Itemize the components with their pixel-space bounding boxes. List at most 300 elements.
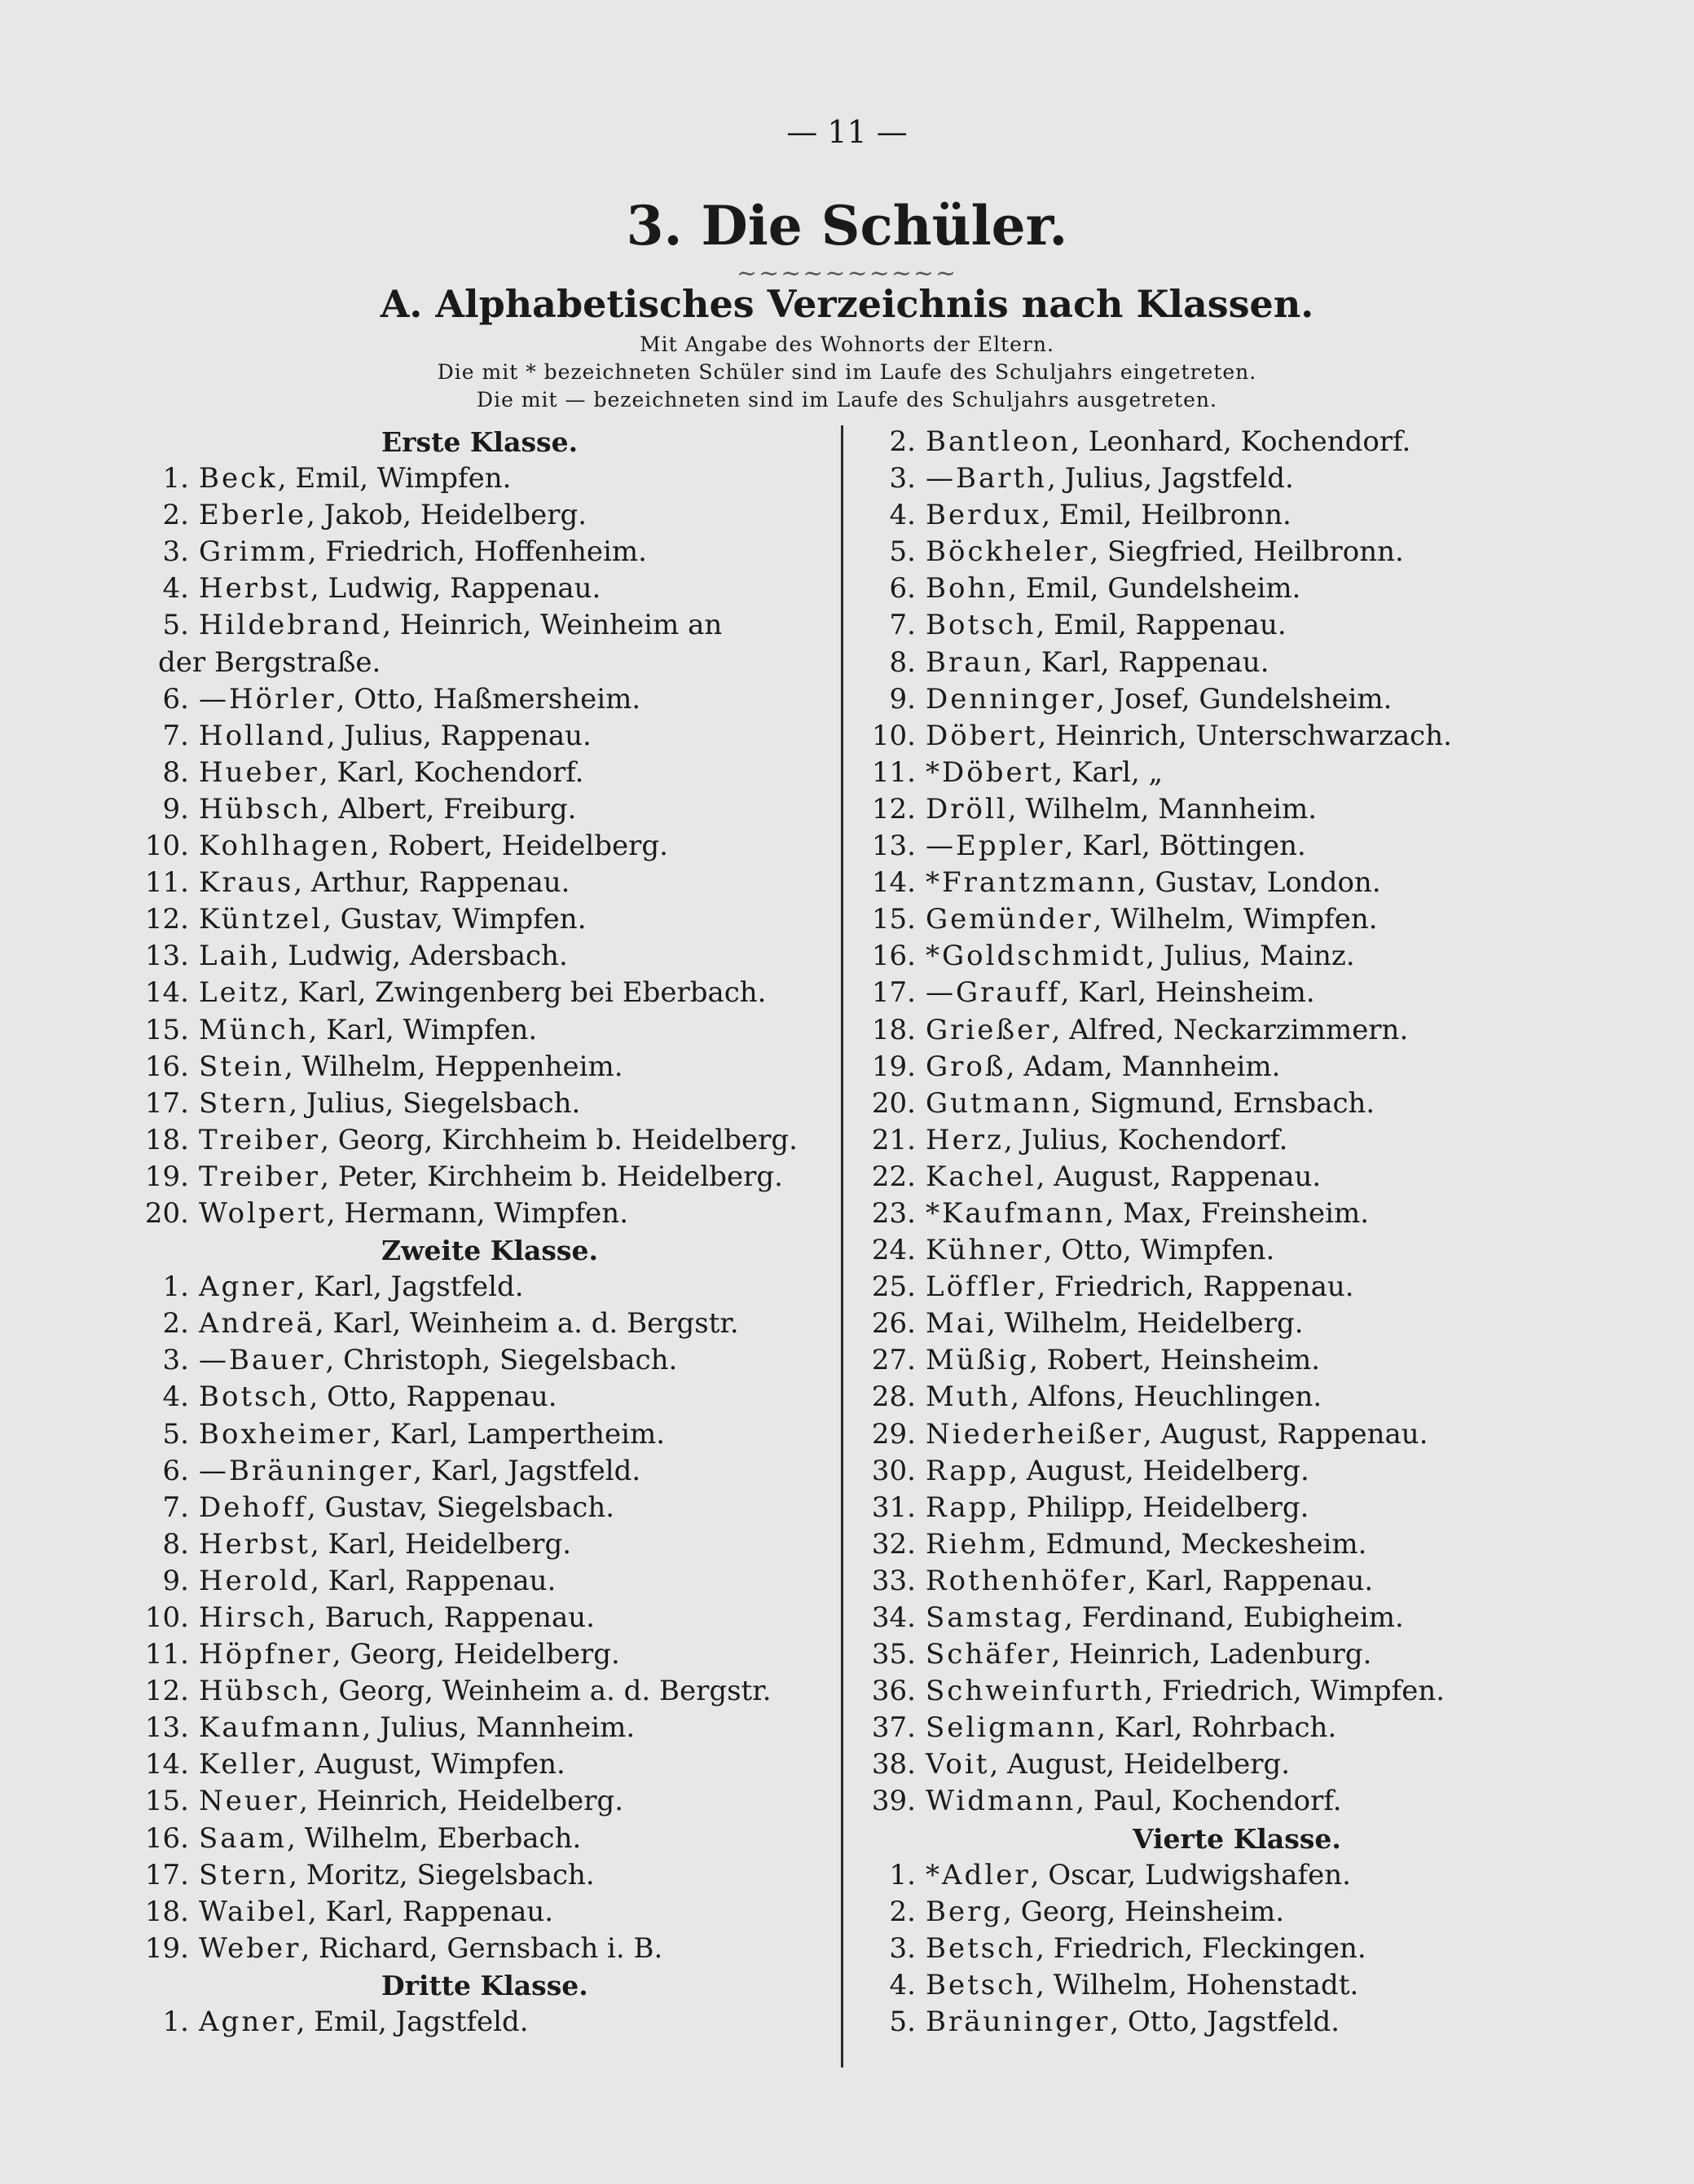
entry-number: 13. (144, 940, 189, 973)
student-surname: Seligmann (926, 1711, 1098, 1745)
student-details: , Siegfried, Heilbronn. (1089, 535, 1404, 569)
list-item (137, 2004, 838, 2041)
entry-number: 19. (871, 1050, 916, 1083)
student-details: , Albert, Freiburg. (320, 792, 577, 826)
list-item (864, 1416, 1564, 1453)
list-item (137, 1306, 838, 1342)
student-details: , Peter, Kirchheim b. Heidelberg. (320, 1160, 783, 1193)
student-surname: Hirsch (199, 1601, 308, 1634)
student-details: , Karl, Wimpfen. (308, 1013, 538, 1046)
student-surname: *Döbert (926, 755, 1054, 789)
student-details: , Robert, Heinsheim. (1029, 1344, 1321, 1377)
student-details: , Friedrich, Wimpfen. (1144, 1675, 1445, 1708)
student-details: , Emil, Rappenau. (1036, 609, 1287, 642)
entry-number: 8. (162, 1527, 189, 1561)
entry-number: 10. (144, 1601, 189, 1634)
student-details: , Oscar, Ludwigshafen. (1030, 1858, 1351, 1891)
student-surname: Holland (199, 719, 327, 752)
student-surname: Botsch (199, 1380, 310, 1414)
student-surname: Agner (199, 2006, 297, 2039)
student-details: , Heinrich, Ladenburg. (1051, 1638, 1372, 1671)
list-item (864, 975, 1564, 1011)
class-heading: Vierte Klasse. (1133, 1822, 1341, 1855)
student-details: , Wilhelm, Heppenheim. (284, 1050, 623, 1083)
student-details: , Otto, Jagstfeld. (1110, 2006, 1340, 2039)
list-item (864, 1746, 1564, 1783)
student-details: , Julius, Kochendorf. (1003, 1123, 1288, 1156)
student-details: , August, Wimpfen. (297, 1748, 565, 1781)
list-item (864, 828, 1564, 865)
list-item (864, 1085, 1564, 1122)
entry-number: 16. (144, 1821, 189, 1855)
list-item (864, 1636, 1564, 1673)
student-details: , Karl, Rohrbach. (1097, 1711, 1337, 1745)
student-surname: Berdux (926, 499, 1042, 532)
student-surname: Laih (199, 940, 271, 973)
entry-number: 14. (871, 866, 916, 900)
list-item (864, 1232, 1564, 1269)
student-surname: —Bräuninger (199, 1454, 414, 1487)
student-surname: Schäfer (926, 1638, 1052, 1671)
student-surname: Dröll (926, 792, 1008, 826)
list-item (137, 1269, 838, 1306)
student-surname: Treiber (199, 1160, 321, 1193)
student-details: , Heinrich, Weinheim an (382, 609, 723, 642)
student-surname: Grimm (199, 535, 308, 569)
student-surname: Betsch (926, 1931, 1036, 1965)
list-item (137, 1453, 838, 1490)
student-details: , Sigmund, Ernsbach. (1072, 1086, 1375, 1120)
entry-number: 4. (162, 1380, 189, 1414)
list-item (864, 1526, 1564, 1563)
student-details: , August, Rappenau. (1142, 1417, 1428, 1451)
student-surname: Herz (926, 1123, 1004, 1156)
entry-number: 5. (889, 2006, 916, 2039)
student-surname: Denninger (926, 682, 1097, 716)
student-surname: *Frantzmann (926, 866, 1137, 900)
student-surname: Stern (199, 1858, 289, 1891)
entry-number: 5. (162, 609, 189, 642)
entry-number: 7. (889, 609, 916, 642)
list-item (864, 755, 1564, 791)
entry-number: 4. (162, 572, 189, 605)
student-surname: Müßig (926, 1344, 1030, 1377)
entry-number: 6. (162, 1454, 189, 1487)
entry-number: 33. (871, 1564, 916, 1597)
student-details: , Wilhelm, Heidelberg. (986, 1307, 1304, 1341)
list-item (864, 865, 1564, 901)
list-item (137, 1746, 838, 1783)
student-details: , Otto, Rappenau. (309, 1380, 557, 1414)
entry-number: 28. (871, 1380, 916, 1414)
list-item (864, 497, 1564, 534)
entry-number: 13. (144, 1711, 189, 1745)
list-item (137, 534, 838, 570)
entry-number: 21. (871, 1123, 916, 1156)
student-details: , Moritz, Siegelsbach. (288, 1858, 595, 1891)
student-details: , Julius, Siegelsbach. (288, 1086, 581, 1120)
student-details: , Paul, Kochendorf. (1076, 1785, 1342, 1818)
entry-number: 4. (889, 1968, 916, 2001)
student-surname: Muth (926, 1380, 1011, 1414)
list-item (864, 1342, 1564, 1379)
student-surname: Keller (199, 1748, 297, 1781)
list-item (137, 1379, 838, 1416)
student-details: , Ludwig, Rappenau. (310, 572, 601, 605)
note-parents-residence: Mit Angabe des Wohnorts der Eltern. (640, 332, 1054, 356)
entry-number: 35. (871, 1638, 916, 1671)
student-surname: Hübsch (199, 792, 321, 826)
entry-number: 12. (144, 903, 189, 936)
student-details: , Gustav, London. (1137, 866, 1381, 900)
student-details: , Karl, Kochendorf. (319, 755, 584, 789)
list-item (864, 1783, 1564, 1820)
student-surname: Neuer (199, 1785, 300, 1818)
entry-number: 18. (144, 1895, 189, 1928)
entry-number: 1. (162, 1270, 189, 1304)
student-surname: Waibel (199, 1895, 308, 1928)
student-details: , Gustav, Siegelsbach. (306, 1490, 615, 1524)
list-item (137, 865, 838, 901)
list-item (137, 1636, 838, 1673)
list-item (137, 1416, 838, 1453)
student-surname: Saam (199, 1821, 288, 1855)
student-details: , Karl, Jagstfeld. (413, 1454, 641, 1487)
entry-number: 3. (162, 535, 189, 569)
student-surname: Groß (926, 1050, 1006, 1083)
student-surname: Hueber (199, 755, 319, 789)
class-heading: Erste Klasse. (381, 426, 579, 458)
student-details: , August, Heidelberg. (989, 1748, 1291, 1781)
list-item (864, 1306, 1564, 1342)
student-details: , Jakob, Heidelberg. (306, 499, 587, 532)
student-details: , Friedrich, Hoffenheim. (307, 535, 647, 569)
list-item (864, 901, 1564, 938)
entry-number: 9. (162, 1564, 189, 1597)
list-item (137, 460, 838, 497)
student-surname: Höpfner (199, 1638, 332, 1671)
student-surname: Betsch (926, 1968, 1036, 2001)
student-surname: *Adler (926, 1858, 1031, 1891)
entry-number: 32. (871, 1527, 916, 1561)
entry-number: 17. (144, 1858, 189, 1891)
student-details: , Robert, Heidelberg. (370, 830, 668, 863)
student-surname: Bohn (926, 572, 1009, 605)
student-surname: Küntzel (199, 903, 323, 936)
entry-number: 3. (889, 462, 916, 495)
student-surname: Mai (926, 1307, 987, 1341)
list-item (864, 570, 1564, 607)
list-item (864, 1269, 1564, 1306)
list-item (864, 681, 1564, 718)
entry-number: 9. (162, 792, 189, 826)
list-item (864, 1673, 1564, 1710)
entry-number: 13. (871, 830, 916, 863)
student-details: , Georg, Kirchheim b. Heidelberg. (320, 1123, 798, 1156)
student-details: , Philipp, Heidelberg. (1009, 1490, 1309, 1524)
note-left: Die mit — bezeichneten sind im Laufe des Schuljahrs ausgetreten. (477, 388, 1217, 412)
list-item (864, 645, 1564, 681)
student-details: , Karl, Rappenau. (1127, 1564, 1374, 1597)
student-details: , Arthur, Rappenau. (293, 866, 570, 900)
student-surname: Stein (199, 1050, 284, 1083)
list-item (137, 1673, 838, 1710)
student-surname: —Bauer (199, 1344, 326, 1377)
entry-number: 2. (162, 1307, 189, 1341)
student-surname: Berg (926, 1895, 1004, 1928)
student-surname: Weber (199, 1931, 301, 1965)
subtitle: A. Alphabetisches Verzeichnis nach Klassen. (380, 282, 1314, 326)
entry-number: 20. (144, 1196, 189, 1230)
student-surname: Kühner (926, 1234, 1044, 1267)
student-details: , Wilhelm, Eberbach. (287, 1821, 582, 1855)
class-heading: Dritte Klasse. (381, 1969, 588, 2001)
list-item-continuation: der Bergstraße. (158, 645, 381, 679)
student-surname: Riehm (926, 1527, 1028, 1561)
list-item (137, 975, 838, 1011)
student-details: , Heinrich, Unterschwarzach. (1037, 719, 1452, 752)
student-details: , Karl, „ (1054, 755, 1164, 789)
entry-number: 16. (871, 940, 916, 973)
entry-number: 5. (889, 535, 916, 569)
student-surname: Braun (926, 645, 1024, 679)
list-item (864, 1931, 1564, 1967)
list-item (864, 1049, 1564, 1085)
student-surname: Boxheimer (199, 1417, 373, 1451)
student-surname: Rapp (926, 1490, 1010, 1524)
entry-number: 8. (889, 645, 916, 679)
student-details: , Karl, Lampertheim. (372, 1417, 665, 1451)
student-surname: Voit (926, 1748, 990, 1781)
list-item (137, 681, 838, 718)
list-item (137, 938, 838, 975)
student-surname: Dehoff (199, 1490, 307, 1524)
student-details: , Karl, Jagstfeld. (296, 1270, 524, 1304)
student-details: , Christoph, Siegelsbach. (325, 1344, 678, 1377)
student-surname: Kohlhagen (199, 830, 371, 863)
list-item (137, 828, 838, 865)
list-item (864, 938, 1564, 975)
student-surname: Hübsch (199, 1675, 321, 1708)
entry-number: 6. (162, 682, 189, 716)
student-surname: —Barth (926, 462, 1048, 495)
list-item (137, 1710, 838, 1746)
student-details: , Alfons, Heuchlingen. (1010, 1380, 1322, 1414)
student-surname: Niederheißer (926, 1417, 1143, 1451)
list-item (137, 901, 838, 938)
entry-number: 19. (144, 1160, 189, 1193)
entry-number: 27. (871, 1344, 916, 1377)
list-item (137, 1490, 838, 1526)
student-details: , Emil, Gundelsheim. (1008, 572, 1301, 605)
entry-number: 3. (162, 1344, 189, 1377)
list-item (864, 1453, 1564, 1490)
list-item (137, 1857, 838, 1894)
list-item (864, 1710, 1564, 1746)
list-item (137, 1894, 838, 1931)
student-surname: Gemünder (926, 903, 1093, 936)
student-details: , Emil, Jagstfeld. (296, 2006, 529, 2039)
student-details: , Julius, Jagstfeld. (1047, 462, 1294, 495)
list-item (137, 1821, 838, 1857)
student-details: , Ferdinand, Eubigheim. (1063, 1601, 1404, 1634)
entry-number: 39. (871, 1785, 916, 1818)
student-surname: Kachel (926, 1160, 1036, 1193)
student-details: , Josef, Gundelsheim. (1096, 682, 1393, 716)
entry-number: 30. (871, 1454, 916, 1487)
entry-number: 19. (144, 1931, 189, 1965)
student-surname: Schweinfurth (926, 1675, 1145, 1708)
student-details: , August, Rappenau. (1036, 1160, 1322, 1193)
student-details: , Gustav, Wimpfen. (323, 903, 587, 936)
section-title: 3. Die Schüler. (626, 194, 1068, 258)
student-surname: Gutmann (926, 1086, 1073, 1120)
student-details: , Georg, Weinheim a. d. Bergstr. (320, 1675, 772, 1708)
student-details: , Hermann, Wimpfen. (326, 1196, 628, 1230)
student-details: , Otto, Haßmersheim. (336, 682, 641, 716)
ornament: ~~~~~~~~~~ (736, 259, 958, 288)
student-details: , Julius, Rappenau. (326, 719, 592, 752)
list-item (864, 534, 1564, 570)
entry-number: 29. (871, 1417, 916, 1451)
entry-number: 15. (871, 903, 916, 936)
entry-number: 36. (871, 1675, 916, 1708)
student-surname: Treiber (199, 1123, 321, 1156)
right-column (864, 424, 1564, 2041)
student-details: , Wilhelm, Mannheim. (1007, 792, 1318, 826)
list-item (137, 1600, 838, 1636)
column-divider (841, 425, 843, 2067)
entry-number: 7. (162, 1490, 189, 1524)
entry-number: 5. (162, 1417, 189, 1451)
list-item (137, 497, 838, 534)
student-details: , Ludwig, Adersbach. (270, 940, 568, 973)
student-details: , Julius, Mannheim. (362, 1711, 636, 1745)
list-item (137, 1122, 838, 1159)
student-details: , Karl, Rappenau. (310, 1564, 557, 1597)
student-surname: Münch (199, 1013, 309, 1046)
student-surname: Kraus (199, 866, 294, 900)
list-item (864, 718, 1564, 755)
entry-number: 23. (871, 1196, 916, 1230)
list-item (864, 1159, 1564, 1195)
student-surname: Andreä (199, 1307, 315, 1341)
entry-number: 12. (871, 792, 916, 826)
entry-number: 2. (889, 425, 916, 458)
student-details: , Richard, Gernsbach i. B. (301, 1931, 663, 1965)
student-details: , Karl, Weinheim a. d. Bergstr. (315, 1307, 739, 1341)
entry-number: 20. (871, 1086, 916, 1120)
student-details: , Karl, Rappenau. (307, 1895, 554, 1928)
student-details: , Karl, Heidelberg. (310, 1527, 572, 1561)
entry-number: 31. (871, 1490, 916, 1524)
student-surname: Beck (199, 462, 278, 495)
entry-number: 8. (162, 755, 189, 789)
student-details: , Alfred, Neckarzimmern. (1051, 1013, 1409, 1046)
list-item (137, 570, 838, 607)
list-item (137, 1085, 838, 1122)
student-surname: Herbst (199, 572, 310, 605)
student-surname: Bantleon (926, 425, 1071, 458)
student-surname: —Grauff (926, 976, 1061, 1010)
student-surname: —Eppler (926, 830, 1065, 863)
student-details: , Karl, Böttingen. (1064, 830, 1306, 863)
list-item (864, 1379, 1564, 1416)
entry-number: 12. (144, 1675, 189, 1708)
list-item (137, 1342, 838, 1379)
list-item (864, 1195, 1564, 1232)
list-item (864, 1563, 1564, 1600)
student-surname: Agner (199, 1270, 297, 1304)
entry-number: 15. (144, 1785, 189, 1818)
student-surname: Löffler (926, 1270, 1037, 1304)
student-surname: Wolpert (199, 1196, 327, 1230)
entry-number: 10. (144, 830, 189, 863)
entry-number: 7. (162, 719, 189, 752)
list-item (864, 1122, 1564, 1159)
student-surname: *Goldschmidt (926, 940, 1146, 973)
student-surname: Samstag (926, 1601, 1064, 1634)
entry-number: 10. (871, 719, 916, 752)
student-details: , Edmund, Meckesheim. (1027, 1527, 1367, 1561)
list-item (137, 1526, 838, 1563)
class-heading: Zweite Klasse. (381, 1235, 598, 1267)
student-details: , Emil, Wimpfen. (277, 462, 512, 495)
entry-number: 37. (871, 1711, 916, 1745)
note-entered: Die mit * bezeichneten Schüler sind im Laufe des Schuljahrs eingetreten. (437, 360, 1257, 384)
student-details: , Wilhelm, Hohenstadt. (1036, 1968, 1359, 2001)
entry-number: 38. (871, 1748, 916, 1781)
entry-number: 17. (144, 1086, 189, 1120)
list-item (864, 791, 1564, 828)
list-item (137, 1195, 838, 1232)
entry-number: 2. (162, 499, 189, 532)
entry-number: 34. (871, 1601, 916, 1634)
list-item (137, 1931, 838, 1967)
student-surname: Kaufmann (199, 1711, 363, 1745)
list-item (864, 607, 1564, 644)
entry-number: 22. (871, 1160, 916, 1193)
student-details: , Karl, Rappenau. (1023, 645, 1269, 679)
student-details: , August, Heidelberg. (1009, 1454, 1309, 1487)
student-surname: Eberle (199, 499, 306, 532)
list-item (137, 607, 838, 644)
list-item (864, 2004, 1564, 2041)
entry-number: 18. (871, 1013, 916, 1046)
entry-number: 1. (162, 462, 189, 495)
entry-number: 6. (889, 572, 916, 605)
student-surname: Bräuninger (926, 2006, 1111, 2039)
list-item (137, 1012, 838, 1049)
student-details: , Wilhelm, Wimpfen. (1093, 903, 1378, 936)
student-details: , Friedrich, Rappenau. (1036, 1270, 1354, 1304)
entry-number: 1. (162, 2006, 189, 2039)
entry-number: 24. (871, 1234, 916, 1267)
entry-number: 14. (144, 1748, 189, 1781)
entry-number: 4. (889, 499, 916, 532)
student-details: , Emil, Heilbronn. (1041, 499, 1291, 532)
student-details: , Friedrich, Fleckingen. (1036, 1931, 1366, 1965)
entry-number: 11. (144, 866, 189, 900)
student-details: , Max, Freinsheim. (1105, 1196, 1370, 1230)
entry-number: 3. (889, 1931, 916, 1965)
entry-number: 18. (144, 1123, 189, 1156)
student-surname: Döbert (926, 719, 1038, 752)
student-surname: Botsch (926, 609, 1036, 642)
entry-number: 16. (144, 1050, 189, 1083)
student-surname: Rapp (926, 1454, 1010, 1487)
list-item (864, 1857, 1564, 1894)
